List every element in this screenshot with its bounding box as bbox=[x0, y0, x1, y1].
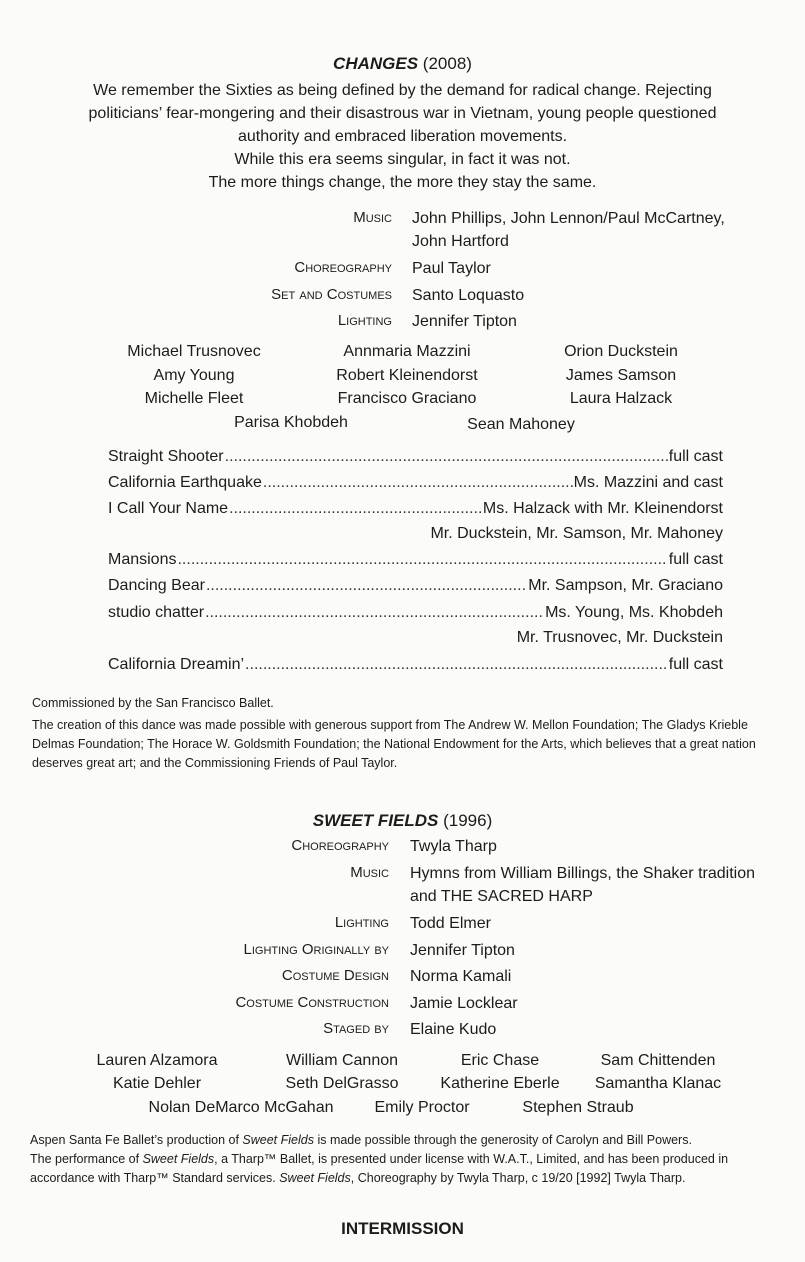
credit-value: Paul Taylor bbox=[412, 260, 491, 277]
changes-title-year: (2008) bbox=[422, 54, 472, 73]
note-title-italic: Sweet Fields bbox=[279, 1171, 351, 1185]
credit-label: Set and Costumes bbox=[271, 286, 392, 303]
cast-name: Annmaria Mazzini bbox=[343, 343, 471, 360]
note-text: Aspen Santa Fe Ballet’s production of bbox=[30, 1133, 243, 1147]
section-name: studio chatter bbox=[108, 604, 205, 621]
intro-line: While this era seems singular, in fact it was not. bbox=[234, 151, 571, 168]
changes-intro bbox=[60, 79, 745, 194]
leader-dots bbox=[205, 604, 544, 622]
leader-dots bbox=[206, 577, 527, 595]
note-text: is made possible through the generosity of Carolyn and Bill Powers. bbox=[313, 1133, 692, 1147]
credit-value-line: John Hartford bbox=[412, 233, 509, 250]
credit-value-line: Hymns from William Billings, the Shaker tradition bbox=[410, 865, 755, 882]
program-item bbox=[108, 656, 723, 678]
credit-value-line: and THE SACRED HARP bbox=[410, 888, 593, 905]
credit-value: Jamie Locklear bbox=[410, 995, 518, 1012]
sweet-fields-title-name: SWEET FIELDS bbox=[312, 811, 439, 830]
credit-label: Choreography bbox=[291, 837, 389, 854]
cast-name: Sam Chittenden bbox=[600, 1052, 716, 1069]
credit-value: Todd Elmer bbox=[410, 915, 491, 932]
cast-name: Laura Halzack bbox=[569, 390, 673, 407]
program-item bbox=[108, 500, 723, 522]
section-name: I Call Your Name bbox=[108, 500, 229, 517]
sweet-fields-notes bbox=[30, 1131, 785, 1188]
cast-name: Katherine Eberle bbox=[440, 1075, 560, 1092]
credit-label: Lighting Originally by bbox=[243, 941, 389, 958]
credit-label: Lighting bbox=[334, 914, 389, 931]
production-note bbox=[30, 1131, 785, 1150]
cast-name: Michelle Fleet bbox=[144, 390, 244, 407]
changes-notes bbox=[32, 694, 782, 773]
intermission-heading: INTERMISSION bbox=[341, 1219, 464, 1238]
credit-value: Elaine Kudo bbox=[410, 1021, 497, 1038]
cast-name: Nolan DeMarco McGahan bbox=[148, 1099, 334, 1116]
cast-name: Samantha Klanac bbox=[594, 1075, 722, 1092]
section-cast: Ms. Mazzini and cast bbox=[573, 474, 723, 491]
section-cast: full cast bbox=[668, 656, 723, 673]
note-title-italic: Sweet Fields bbox=[242, 1133, 314, 1147]
intro-line: We remember the Sixties as being defined by the demand for radical change. Rejecting bbox=[93, 82, 712, 99]
credit-label: Staged by bbox=[323, 1020, 389, 1037]
leader-dots bbox=[229, 500, 482, 518]
note-text: , Choreography by Twyla Tharp, c 19/20 [1992] Twyla Tharp. bbox=[350, 1171, 686, 1185]
credit-label: Choreography bbox=[294, 259, 392, 276]
leader-dots bbox=[225, 448, 668, 466]
credit-label: Music bbox=[350, 864, 389, 881]
leader-dots bbox=[263, 474, 573, 492]
cast-name: Robert Kleinendorst bbox=[336, 367, 478, 384]
section-name: Dancing Bear bbox=[108, 577, 205, 594]
credit-value: Jennifer Tipton bbox=[412, 313, 517, 330]
cast-name: Eric Chase bbox=[460, 1052, 540, 1069]
credit-value: Twyla Tharp bbox=[410, 838, 497, 855]
intro-line: The more things change, the more they stay the same. bbox=[208, 174, 597, 191]
program-item bbox=[108, 474, 723, 496]
cast-name: Michael Trusnovec bbox=[127, 343, 261, 360]
note-text: The performance of bbox=[30, 1152, 143, 1166]
credit-value: Norma Kamali bbox=[410, 968, 512, 985]
section-cast: Ms. Halzack with Mr. Kleinendorst bbox=[482, 500, 723, 517]
credit-label: Costume Construction bbox=[235, 994, 389, 1011]
sweet-fields-title-year: (1996) bbox=[443, 811, 493, 830]
credit-label: Music bbox=[353, 209, 392, 226]
section-cast-continued: Mr. Duckstein, Mr. Samson, Mr. Mahoney bbox=[430, 525, 723, 542]
cast-name: Orion Duckstein bbox=[564, 343, 678, 360]
credit-value bbox=[410, 862, 755, 908]
cast-name: Emily Proctor bbox=[374, 1099, 470, 1116]
credit-value bbox=[412, 207, 725, 253]
section-name: California Dreamin’ bbox=[108, 656, 245, 673]
cast-name: Francisco Graciano bbox=[337, 390, 477, 407]
support-note: The creation of this dance was made possible with generous support from The Andrew W. Mellon Foundation; The Gladys Krieble Delmas Foundation; The Horace W. Goldsmith Foundation; the National Endowment for the Arts, which believes that a great nation deserves great art; and the Commissioning Friends of Paul Taylor. bbox=[32, 718, 756, 770]
note-text: , a Tharp™ Ballet, is presented under license with W.A.T., Limited, and has been produced in accordance with Tharp™ Standard services. bbox=[30, 1152, 729, 1185]
credit-label: Costume Design bbox=[281, 967, 389, 984]
sweet-fields-title bbox=[0, 811, 805, 831]
credit-value: Jennifer Tipton bbox=[410, 942, 515, 959]
section-name: Mansions bbox=[108, 551, 177, 568]
changes-title bbox=[0, 54, 805, 74]
cast-name: James Samson bbox=[565, 367, 677, 384]
leader-dots bbox=[177, 551, 667, 569]
cast-name: Lauren Alzamora bbox=[96, 1052, 218, 1069]
section-cast: Mr. Sampson, Mr. Graciano bbox=[528, 577, 723, 594]
section-cast-continued: Mr. Trusnovec, Mr. Duckstein bbox=[516, 629, 723, 646]
program-item bbox=[108, 577, 723, 599]
cast-name: Sean Mahoney bbox=[467, 416, 575, 433]
license-note bbox=[30, 1150, 785, 1188]
section-name: California Earthquake bbox=[108, 474, 262, 491]
cast-name: William Cannon bbox=[285, 1052, 399, 1069]
cast-name: Katie Dehler bbox=[112, 1075, 202, 1092]
note-title-italic: Sweet Fields bbox=[142, 1152, 215, 1166]
commission-note: Commissioned by the San Francisco Ballet. bbox=[32, 696, 274, 710]
leader-dots bbox=[245, 656, 668, 674]
program-item bbox=[108, 448, 723, 470]
cast-name: Parisa Khobdeh bbox=[234, 414, 348, 431]
program-item bbox=[108, 604, 723, 626]
cast-name: Seth DelGrasso bbox=[285, 1075, 399, 1092]
intro-line: authority and embraced liberation movements. bbox=[237, 128, 568, 145]
credit-value-line: John Phillips, John Lennon/Paul McCartney, bbox=[412, 210, 725, 227]
intro-line: politicians’ fear-mongering and their disastrous war in Vietnam, young people questioned bbox=[88, 105, 717, 122]
section-name: Straight Shooter bbox=[108, 448, 224, 465]
section-cast: full cast bbox=[668, 448, 723, 465]
cast-name: Stephen Straub bbox=[522, 1099, 634, 1116]
program-item bbox=[108, 551, 723, 573]
section-cast: full cast bbox=[668, 551, 723, 568]
changes-title-name: CHANGES bbox=[333, 54, 419, 73]
cast-name: Amy Young bbox=[153, 367, 235, 384]
section-cast: Ms. Young, Ms. Khobdeh bbox=[545, 604, 723, 621]
credit-value: Santo Loquasto bbox=[412, 287, 525, 304]
credit-label: Lighting bbox=[337, 312, 392, 329]
